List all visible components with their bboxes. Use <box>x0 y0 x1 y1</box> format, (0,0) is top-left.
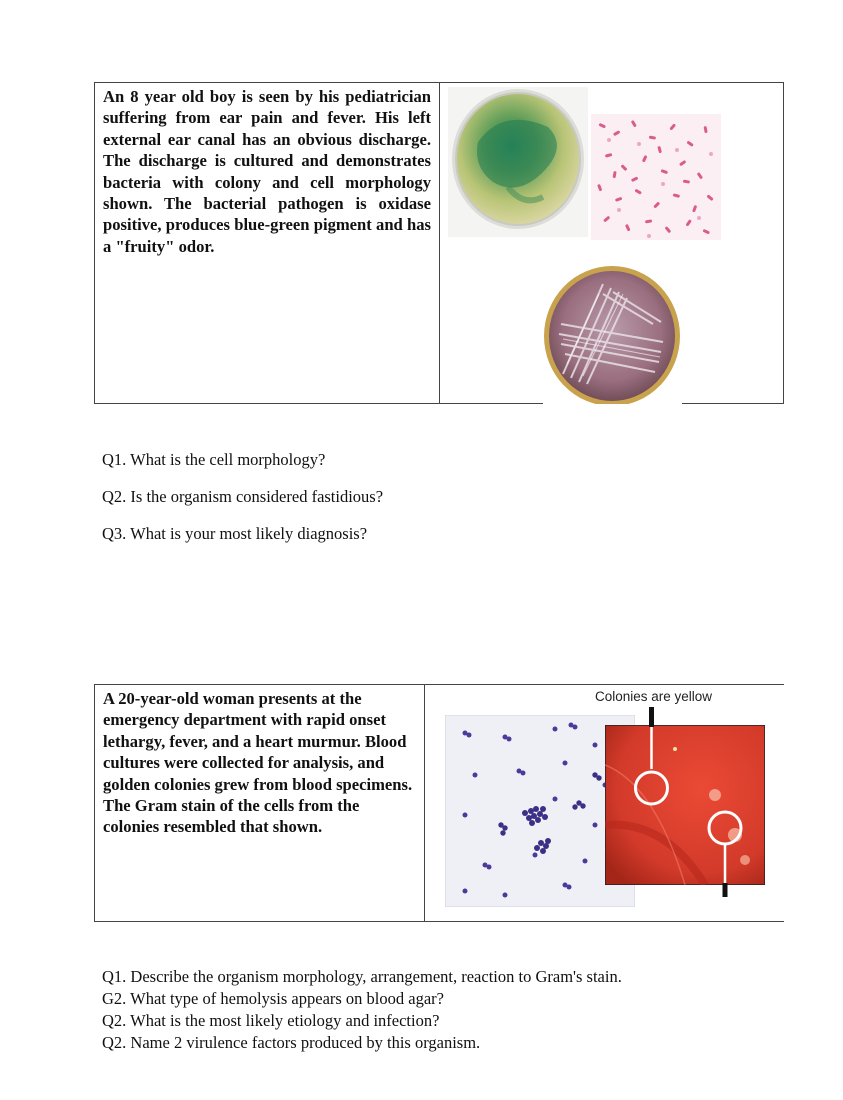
case2-questions <box>102 966 622 1054</box>
case1-images <box>440 83 783 403</box>
colony-callout-markers <box>615 703 765 903</box>
question-q2: Q2. Is the organism considered fastidious? <box>102 487 384 506</box>
case1-table <box>94 82 784 404</box>
case2-images <box>425 685 784 921</box>
case1-questions <box>102 441 383 552</box>
gram-negative-rods-stain-image <box>591 114 721 240</box>
case1-description: An 8 year old boy is seen by his pediatrician suffering from ear pain and fever. His left external ear canal has an obvious discharge. The discharge is cultured and demonstrates bacteria with colony and cell morphology shown. The bacterial pathogen is oxidase positive, produces blue-green pigment and has a "fruity" odor. <box>95 83 440 403</box>
pigment-plate-image <box>448 87 588 237</box>
question-q2-etiology: Q2. What is the most likely etiology and infection? <box>102 1011 440 1030</box>
streak-plate-image <box>543 264 682 404</box>
case2-description: A 20-year-old woman presents at the emergency department with rapid onset lethargy, fever, and a heart murmur. Blood cultures were collected for analysis, and golden colonies grew from blood specimens. The Gram stain of the cells from the colonies resembled that shown. <box>95 685 425 921</box>
colonies-caption: Colonies are yellow <box>595 689 713 704</box>
question-q2-virulence: Q2. Name 2 virulence factors produced by this organism. <box>102 1033 481 1052</box>
question-g2: G2. What type of hemolysis appears on blood agar? <box>102 989 444 1008</box>
case2-table <box>94 684 784 922</box>
question-q1: Q1. What is the cell morphology? <box>102 450 326 469</box>
question-q1: Q1. Describe the organism morphology, arrangement, reaction to Gram's stain. <box>102 967 622 986</box>
question-q3: Q3. What is your most likely diagnosis? <box>102 524 368 543</box>
